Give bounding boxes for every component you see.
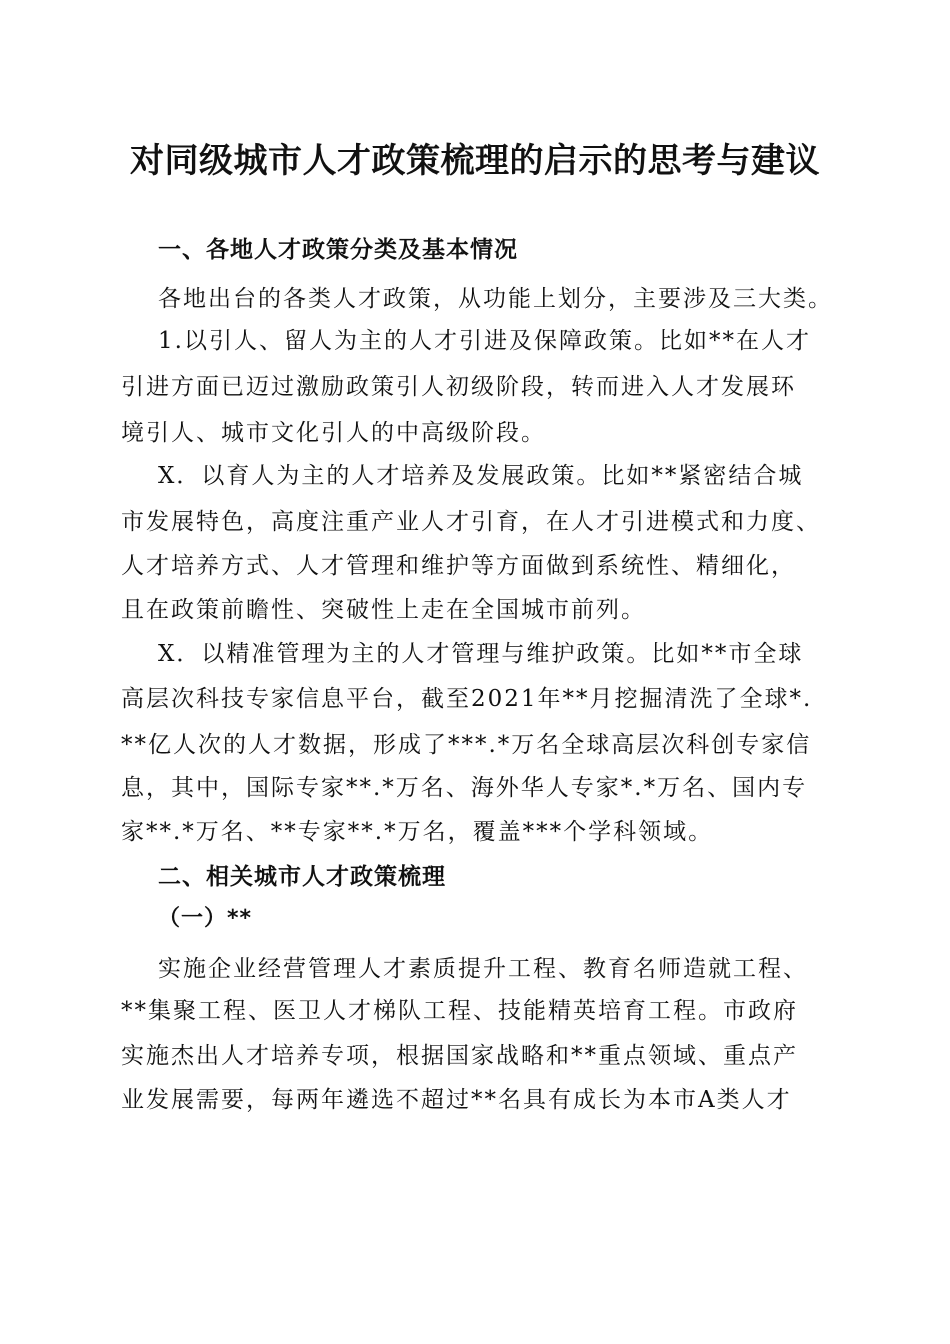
- paragraph-line: 且在政策前瞻性、突破性上走在全国城市前列。: [121, 597, 646, 623]
- section-heading-1: 一、各地人才政策分类及基本情况: [158, 237, 518, 263]
- paragraph-line: 高层次科技专家信息平台，截至2021年**月挖掘清洗了全球*.: [121, 686, 813, 712]
- paragraph-line: **亿人次的人才数据，形成了***.*万名全球高层次科创专家信: [121, 732, 812, 758]
- paragraph-line: 家**.*万名、**专家**.*万名，覆盖***个学科领域。: [121, 819, 714, 845]
- paragraph-line: 业发展需要，每两年遴选不超过**名具有成长为本市A类人才: [121, 1087, 792, 1113]
- paragraph-line: 各地出台的各类人才政策，从功能上划分，主要涉及三大类。: [158, 286, 833, 312]
- paragraph-line: 实施企业经营管理人才素质提升工程、教育名师造就工程、: [158, 956, 808, 982]
- paragraph-line: 人才培养方式、人才管理和维护等方面做到系统性、精细化，: [121, 553, 796, 579]
- paragraph-line: X．以育人为主的人才培养及发展政策。比如**紧密结合城: [158, 463, 804, 489]
- paragraph-line: 境引人、城市文化引人的中高级阶段。: [121, 420, 546, 446]
- paragraph-line: **集聚工程、医卫人才梯队工程、技能精英培育工程。市政府: [121, 998, 798, 1024]
- paragraph-line: 引进方面已迈过激励政策引人初级阶段，转而进入人才发展环: [121, 374, 796, 400]
- section-heading-2: 二、相关城市人才政策梳理: [158, 864, 446, 890]
- subsection-heading: （一）**: [158, 906, 253, 931]
- paragraph-line: 实施杰出人才培养专项，根据国家战略和**重点领域、重点产: [121, 1043, 798, 1069]
- paragraph-line: 息，其中，国际专家**.*万名、海外华人专家*.*万名、国内专: [121, 775, 808, 801]
- paragraph-line: 市发展特色，高度注重产业人才引育，在人才引进模式和力度、: [121, 509, 821, 535]
- document-title: 对同级城市人才政策梳理的启示的思考与建议: [130, 141, 820, 181]
- paragraph-line: 1.以引人、留人为主的人才引进及保障政策。比如**在人才: [158, 328, 811, 354]
- paragraph-line: X．以精准管理为主的人才管理与维护政策。比如**市全球: [158, 641, 804, 667]
